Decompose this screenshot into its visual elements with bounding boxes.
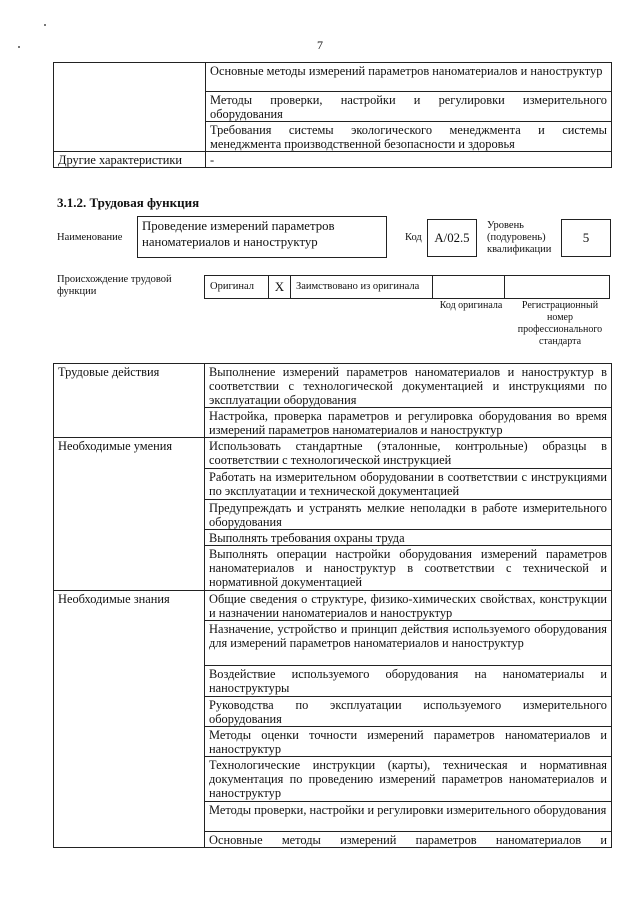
origin-code-cell [433, 276, 505, 298]
table-cell: Назначение, устройство и принцип действия используемого оборудования для измерений параметров наноматериалов и наноструктур [205, 621, 612, 666]
table-cell: Технологические инструкции (карты), техническая и нормативная документация по проведению измерений параметров наноматериалов и наноструктур [205, 757, 612, 802]
table-cell: Требования системы экологического менеджмента и системы менеджмента производственной безопасности и здоровья [206, 122, 612, 152]
level-label: Уровень (подуровень) квалификации [487, 220, 552, 255]
table-cell: Воздействие используемого оборудования на наноматериалы и наноструктуры [205, 666, 612, 697]
table-cell: Руководства по эксплуатации используемого измерительного оборудования [205, 697, 612, 727]
origin-reg-cell [505, 276, 609, 298]
caption-reg: Регистрационный номер профессионального стандарта [517, 300, 603, 347]
table-cell: Основные методы измерений параметров наноматериалов и наноструктур [206, 63, 612, 92]
table-cell: Предупреждать и устранять мелкие неполадки в работе измерительного оборудования [205, 500, 612, 530]
page-number: 7 [317, 38, 323, 52]
table-cell: Общие сведения о структуре, физико-химических свойствах, конструкции и назначении наноматериалов и наноструктур [205, 591, 612, 621]
origin-original-cell [205, 276, 269, 298]
table-cell: Выполнение измерений параметров наноматериалов и наноструктур в соответствии с технологической документацией и инструкциями по эксплуатации оборудования [205, 364, 612, 408]
table-cell: Методы проверки, настройки и регулировки измерительного оборудования [205, 802, 612, 832]
origin-label: Происхождение трудовой функции [57, 274, 172, 297]
table-cell: Основные методы измерений параметров наноматериалов и [205, 832, 612, 848]
row-label-actions: Трудовые действия [54, 364, 205, 438]
scan-mark [44, 24, 46, 26]
row-label-skills: Необходимые умения [54, 438, 205, 591]
code-value: A/02.5 [427, 219, 477, 257]
table-cell: Методы проверки, настройки и регулировки измерительного оборудования [206, 92, 612, 122]
row-label-other: Другие характеристики [54, 152, 206, 168]
table-cell: Методы оценки точности измерений параметров наноматериалов и наноструктур [205, 727, 612, 757]
top-table [53, 62, 612, 168]
origin-row [204, 275, 610, 299]
table-cell: Выполнять требования охраны труда [205, 530, 612, 546]
name-label: Наименование [57, 232, 123, 243]
table-cell: Использовать стандартные (эталонные, контрольные) образцы в соответствии с технологической инструкцией [205, 438, 612, 469]
top-table-label-empty [54, 63, 206, 152]
origin-original-mark: X [269, 276, 291, 298]
caption-code: Код оригинала [439, 300, 503, 311]
origin-borrowed-label: Заимствовано из оригинала [291, 276, 433, 298]
main-table [53, 363, 612, 848]
table-cell: Работать на измерительном оборудовании в соответствии с инструкциями по эксплуатации и технической документацией [205, 469, 612, 500]
row-label-knowledge: Необходимые знания [54, 591, 205, 848]
level-value: 5 [561, 219, 611, 257]
code-label: Код [405, 232, 422, 243]
table-cell: Настройка, проверка параметров и регулировка оборудования во время измерений параметров наноматериалов и наноструктур [205, 408, 612, 438]
name-value: Проведение измерений параметров наноматериалов и наноструктур [137, 216, 387, 258]
origin-original-label: Оригинал [210, 281, 254, 292]
table-cell: Выполнять операции настройки оборудования измерений параметров наноматериалов и наноструктур в соответствии с технической и нормативной документацией [205, 546, 612, 591]
section-title: 3.1.2. Трудовая функция [57, 195, 200, 210]
table-cell: - [206, 152, 612, 168]
